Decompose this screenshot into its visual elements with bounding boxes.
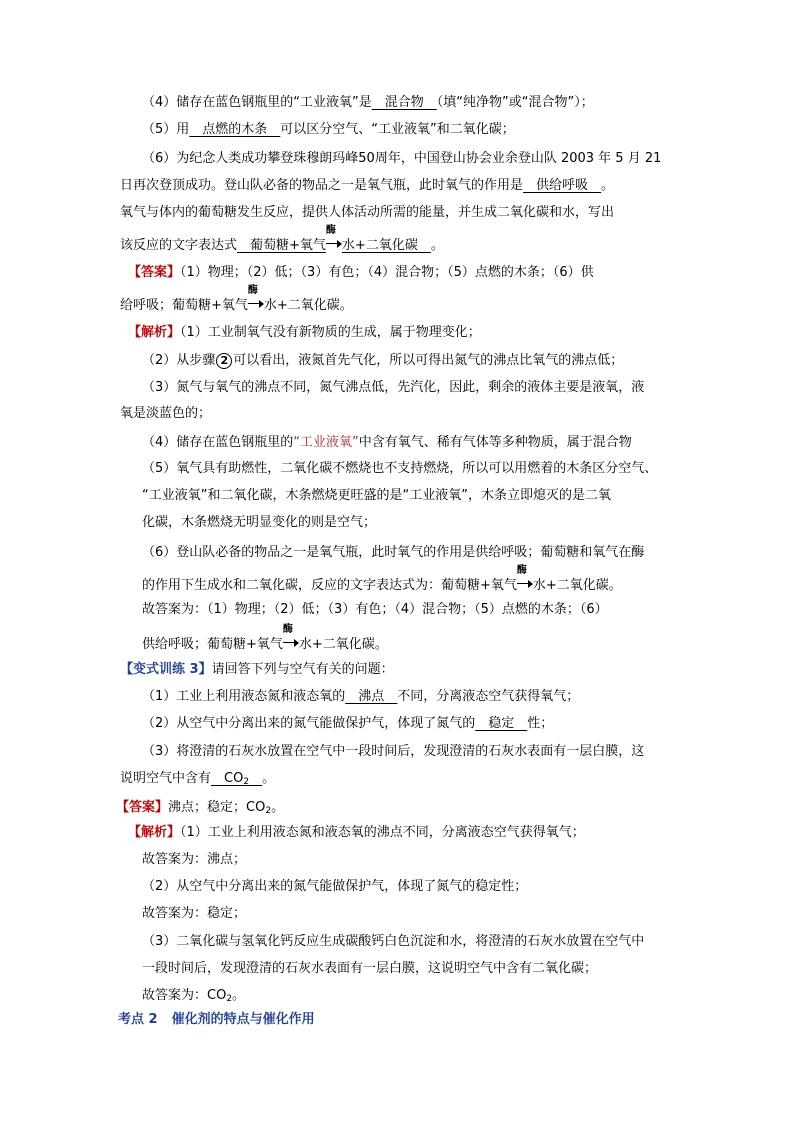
question-6-line-4: 该反应的文字表达式 葡萄糖+氧气 酶 水+二氧化碳 。 [120,225,444,253]
answer-1-text: （1）物理；（2）低；（3）有色；（4）混合物；（5）点燃的木条；（6）供 [180,265,594,280]
question-5-line [142,121,515,139]
training-3-q3-line-1: （3）将澄清的石灰水放置在空气中一段时间后，发现澄清的石灰水表面有一层白膜，这 [142,744,645,759]
question-6-line-1: （6）为纪念人类成功攀登珠穆朗玛峰50周年，中国登山协会业余登山队 2003 年 5 月 21 [142,151,662,166]
training-3-q1-blank: 沸点 [345,689,398,704]
question-5-text-end: 可以区分空气、“工业液氧”和二氧化碳； [280,122,515,137]
section-heading [118,1011,315,1029]
analysis-1-line-4: 氧是淡蓝色的； [120,406,212,421]
question-6-expression-prompt: 该反应的文字表达式 [120,238,238,253]
training-3-q2-blank: 稳定 [475,716,528,731]
step-number-circle: 2 [216,353,232,369]
analysis-1-line-5: （4）储存在蓝色钢瓶里的“工业液氧”中含有氧气、稀有气体等多种物质，属于混合物 [142,435,632,450]
section-title: 催化剂的特点与催化作用 [171,1012,315,1027]
question-5-answer-blank: 点燃的木条 [189,122,281,137]
reaction-arrow-icon: 酶 [283,633,299,649]
answer-1-line-1 [128,264,594,282]
question-6-line-2 [120,177,614,195]
analysis-tag: 【解析】 [128,325,181,340]
question-4-answer-blank: 混合物 [371,95,437,110]
question-6-expression-blank: 葡萄糖+氧气 酶 水+二氧化碳 [237,225,431,253]
analysis-1-line-12: 供给呼吸；葡萄糖+氧气 酶 水+二氧化碳。 [142,624,388,652]
analysis-1-line-1: 【解析】（1）工业制氧气没有新物质的生成，属于物理变化； [128,325,481,340]
answer-tag: 【答案】 [116,800,169,815]
answer-tag: 【答案】 [128,265,181,280]
question-5-text: （5）用 [142,122,190,137]
answer-1-line-2: 给呼吸；葡萄糖+氧气 酶 水+二氧化碳。 [120,285,353,313]
training-3-q3-line-2: 说明空气中含有 $CO_2$ 。 [120,771,276,787]
analysis-2-line-7: 故答案为：$CO_2$。 [142,988,246,1004]
analysis-1-line-2: （2）从步骤 2 可以看出，液氮首先气化，所以可得出氮气的沸点比氧气的沸点低； [142,353,624,368]
training-3-q1: （1）工业上利用液态氮和液态氧的 沸点 不同，分离液态空气获得氧气； [142,689,580,704]
question-6-period: 。 [601,178,615,193]
catalyst-label: 酶 [325,225,336,236]
highlighted-term: “工业液氧” [293,435,359,450]
training-3-title-line [120,661,394,679]
analysis-tag: 【解析】 [128,825,181,840]
question-6-answer-blank: 供给呼吸 [523,178,602,193]
question-4-text: （4）储存在蓝色钢瓶里的“工业液氧”是 [142,95,372,110]
analysis-1-line-8: 化碳，木条燃烧无明显变化的则是空气； [142,515,377,530]
training-3-q3-blank: $CO_2$ [211,771,250,787]
training-3-title: 请回答下列与空气有关的问题： [211,662,394,677]
question-6-text: 日再次登顶成功。登山队必备的物品之一是氧气瓶，此时氧气的作用是 [120,178,524,193]
analysis-2-line-6: 一段时间后，发现澄清的石灰水表面有一层白膜，这说明空气中含有二氧化碳； [142,961,598,976]
analysis-2-line-1: 【解析】（1）工业上利用液态氮和液态氧的沸点不同，分离液态空气获得氧气； [128,825,585,840]
analysis-2-line-5: （3）二氧化碳与氢氧化钙反应生成碳酸钙白色沉淀和水，将澄清的石灰水放置在空气中 [142,934,645,949]
training-tag: 【变式训练 3】 [120,662,212,677]
analysis-1-line-10: 的作用下生成水和二氧化碳，反应的文字表达式为：葡萄糖+氧气 酶 水+二氧化碳。 [142,565,622,593]
training-3-q2: （2）从空气中分离出来的氮气能做保护气，体现了氮气的 稳定 性； [142,716,554,731]
reaction-arrow-icon: 酶 [517,574,533,590]
analysis-1-line-9: （6）登山队必备的物品之一是氧气瓶，此时氧气的作用是供给呼吸；葡萄糖和氧气在酶 [142,545,645,560]
analysis-1-line-11: 故答案为：（1）物理；（2）低；（3）有色；（4）混合物；（5）点燃的木条；（6） [142,602,608,617]
analysis-1-line-3: （3）氮气与氧气的沸点不同，氮气沸点低，先汽化，因此，剩余的液体主要是液氧，液 [142,380,645,395]
analysis-2-line-2: 故答案为：沸点； [142,852,247,867]
answer-2-line: 【答案】沸点；稳定；$CO_2$。 [116,800,285,816]
question-4-hint: （填“纯净物”或“混合物”）； [436,95,594,110]
reaction-arrow-icon [325,225,342,250]
reaction-arrow-icon: 酶 [248,294,264,310]
analysis-1-line-6: （5）氧气具有助燃性，二氧化碳不燃烧也不支持燃烧，所以可以用燃着的木条区分空气、 [142,461,658,476]
analysis-1-line-7: “工业液氧”和二氧化碳，木条燃烧更旺盛的是“工业液氧”，木条立即熄灭的是二氧 [142,488,611,503]
analysis-2-line-3: （2）从空气中分离出来的氮气能做保护气，体现了氮气的稳定性； [142,879,528,894]
question-4-line [142,94,594,112]
question-6-line-3: 氧气与体内的葡萄糖发生反应，提供人体活动所需的能量，并生成二氧化碳和水，写出 [120,205,615,220]
section-number: 考点 2 [118,1012,158,1027]
analysis-2-line-4: 故答案为：稳定； [142,906,247,921]
